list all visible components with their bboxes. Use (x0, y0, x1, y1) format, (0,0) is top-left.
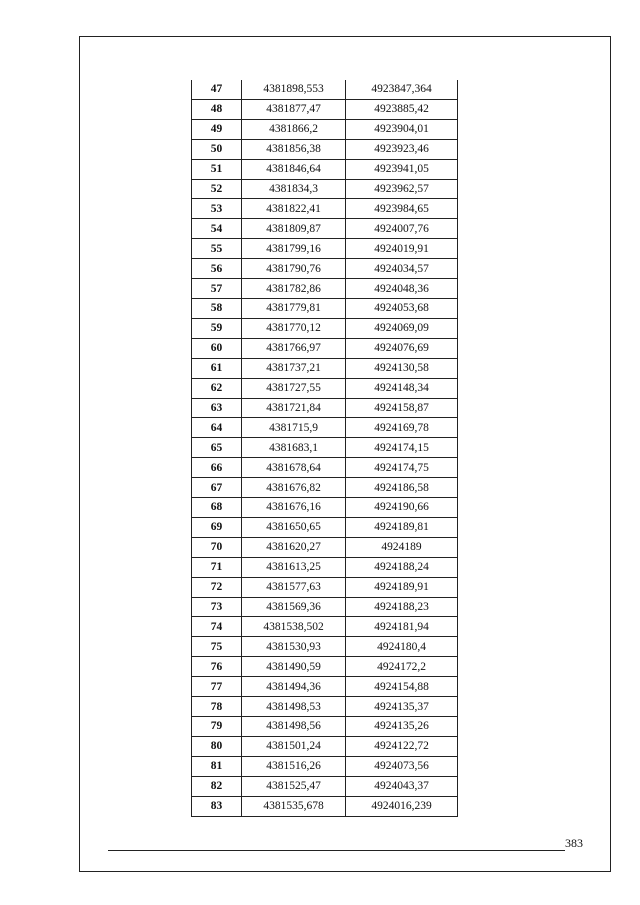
y-coordinate-cell: 4923885,42 (346, 99, 458, 119)
y-coordinate-cell: 4924154,88 (346, 677, 458, 697)
y-coordinate-cell: 4924073,56 (346, 756, 458, 776)
x-coordinate-cell: 4381877,47 (242, 99, 346, 119)
y-coordinate-cell: 4924188,23 (346, 597, 458, 617)
point-number-cell: 79 (192, 717, 242, 737)
point-number-cell: 59 (192, 318, 242, 338)
y-coordinate-cell: 4923847,364 (346, 80, 458, 99)
point-number-cell: 53 (192, 199, 242, 219)
point-number-cell: 82 (192, 776, 242, 796)
x-coordinate-cell: 4381683,1 (242, 438, 346, 458)
table-row (192, 358, 458, 378)
y-coordinate-cell: 4923984,65 (346, 199, 458, 219)
point-number-cell: 61 (192, 358, 242, 378)
coordinates-table-body (192, 80, 458, 816)
page-number: 383 (565, 836, 583, 850)
x-coordinate-cell: 4381846,64 (242, 159, 346, 179)
point-number-cell: 83 (192, 796, 242, 816)
y-coordinate-cell: 4924189,91 (346, 577, 458, 597)
x-coordinate-cell: 4381782,86 (242, 279, 346, 299)
x-coordinate-cell: 4381715,9 (242, 418, 346, 438)
x-coordinate-cell: 4381613,25 (242, 557, 346, 577)
y-coordinate-cell: 4924180,4 (346, 637, 458, 657)
x-coordinate-cell: 4381620,27 (242, 537, 346, 557)
x-coordinate-cell: 4381494,36 (242, 677, 346, 697)
table-row (192, 318, 458, 338)
point-number-cell: 68 (192, 498, 242, 518)
point-number-cell: 66 (192, 458, 242, 478)
x-coordinate-cell: 4381834,3 (242, 179, 346, 199)
x-coordinate-cell: 4381770,12 (242, 318, 346, 338)
y-coordinate-cell: 4923904,01 (346, 119, 458, 139)
table-row (192, 398, 458, 418)
point-number-cell: 50 (192, 139, 242, 159)
x-coordinate-cell: 4381538,502 (242, 617, 346, 637)
y-coordinate-cell: 4924130,58 (346, 358, 458, 378)
y-coordinate-cell: 4924189,81 (346, 517, 458, 537)
y-coordinate-cell: 4924190,66 (346, 498, 458, 518)
table-row (192, 577, 458, 597)
x-coordinate-cell: 4381856,38 (242, 139, 346, 159)
point-number-cell: 69 (192, 517, 242, 537)
point-number-cell: 58 (192, 298, 242, 318)
table-row (192, 517, 458, 537)
point-number-cell: 77 (192, 677, 242, 697)
point-number-cell: 76 (192, 657, 242, 677)
point-number-cell: 48 (192, 99, 242, 119)
table-row (192, 677, 458, 697)
table-row (192, 159, 458, 179)
point-number-cell: 67 (192, 478, 242, 498)
y-coordinate-cell: 4924172,2 (346, 657, 458, 677)
table-row (192, 736, 458, 756)
x-coordinate-cell: 4381898,553 (242, 80, 346, 99)
y-coordinate-cell: 4923962,57 (346, 179, 458, 199)
y-coordinate-cell: 4923941,05 (346, 159, 458, 179)
y-coordinate-cell: 4924174,75 (346, 458, 458, 478)
table-row (192, 557, 458, 577)
point-number-cell: 81 (192, 756, 242, 776)
y-coordinate-cell: 4924174,15 (346, 438, 458, 458)
x-coordinate-cell: 4381779,81 (242, 298, 346, 318)
x-coordinate-cell: 4381727,55 (242, 378, 346, 398)
point-number-cell: 70 (192, 537, 242, 557)
x-coordinate-cell: 4381501,24 (242, 736, 346, 756)
x-coordinate-cell: 4381866,2 (242, 119, 346, 139)
table-row (192, 537, 458, 557)
table-row (192, 478, 458, 498)
x-coordinate-cell: 4381822,41 (242, 199, 346, 219)
x-coordinate-cell: 4381676,82 (242, 478, 346, 498)
y-coordinate-cell: 4924181,94 (346, 617, 458, 637)
y-coordinate-cell: 4924188,24 (346, 557, 458, 577)
point-number-cell: 74 (192, 617, 242, 637)
y-coordinate-cell: 4924016,239 (346, 796, 458, 816)
x-coordinate-cell: 4381721,84 (242, 398, 346, 418)
table-row (192, 756, 458, 776)
point-number-cell: 75 (192, 637, 242, 657)
table-row (192, 99, 458, 119)
y-coordinate-cell: 4924186,58 (346, 478, 458, 498)
y-coordinate-cell: 4924053,68 (346, 298, 458, 318)
x-coordinate-cell: 4381530,93 (242, 637, 346, 657)
point-number-cell: 56 (192, 259, 242, 279)
table-row (192, 80, 458, 99)
point-number-cell: 78 (192, 697, 242, 717)
y-coordinate-cell: 4924007,76 (346, 219, 458, 239)
x-coordinate-cell: 4381577,63 (242, 577, 346, 597)
y-coordinate-cell: 4924048,36 (346, 279, 458, 299)
y-coordinate-cell: 4924135,37 (346, 697, 458, 717)
y-coordinate-cell: 4924076,69 (346, 338, 458, 358)
x-coordinate-cell: 4381535,678 (242, 796, 346, 816)
x-coordinate-cell: 4381498,53 (242, 697, 346, 717)
point-number-cell: 64 (192, 418, 242, 438)
table-row (192, 498, 458, 518)
x-coordinate-cell: 4381525,47 (242, 776, 346, 796)
point-number-cell: 62 (192, 378, 242, 398)
y-coordinate-cell: 4924034,57 (346, 259, 458, 279)
table-row (192, 119, 458, 139)
table-row (192, 438, 458, 458)
point-number-cell: 49 (192, 119, 242, 139)
table-row (192, 338, 458, 358)
y-coordinate-cell: 4924019,91 (346, 239, 458, 259)
x-coordinate-cell: 4381650,65 (242, 517, 346, 537)
x-coordinate-cell: 4381766,97 (242, 338, 346, 358)
x-coordinate-cell: 4381516,26 (242, 756, 346, 776)
x-coordinate-cell: 4381799,16 (242, 239, 346, 259)
y-coordinate-cell: 4924135,26 (346, 717, 458, 737)
point-number-cell: 52 (192, 179, 242, 199)
y-coordinate-cell: 4923923,46 (346, 139, 458, 159)
table-row (192, 657, 458, 677)
point-number-cell: 65 (192, 438, 242, 458)
table-row (192, 139, 458, 159)
x-coordinate-cell: 4381737,21 (242, 358, 346, 378)
y-coordinate-cell: 4924189 (346, 537, 458, 557)
point-number-cell: 51 (192, 159, 242, 179)
coordinates-table (191, 80, 458, 817)
y-coordinate-cell: 4924148,34 (346, 378, 458, 398)
point-number-cell: 71 (192, 557, 242, 577)
point-number-cell: 72 (192, 577, 242, 597)
x-coordinate-cell: 4381569,36 (242, 597, 346, 617)
table-row (192, 717, 458, 737)
table-row (192, 279, 458, 299)
point-number-cell: 60 (192, 338, 242, 358)
x-coordinate-cell: 4381678,64 (242, 458, 346, 478)
table-row (192, 259, 458, 279)
y-coordinate-cell: 4924158,87 (346, 398, 458, 418)
table-row (192, 418, 458, 438)
table-row (192, 239, 458, 259)
x-coordinate-cell: 4381498,56 (242, 717, 346, 737)
x-coordinate-cell: 4381809,87 (242, 219, 346, 239)
point-number-cell: 54 (192, 219, 242, 239)
table-row (192, 458, 458, 478)
table-row (192, 219, 458, 239)
point-number-cell: 73 (192, 597, 242, 617)
table-row (192, 378, 458, 398)
x-coordinate-cell: 4381790,76 (242, 259, 346, 279)
table-row (192, 796, 458, 816)
table-row (192, 298, 458, 318)
x-coordinate-cell: 4381490,59 (242, 657, 346, 677)
y-coordinate-cell: 4924043,37 (346, 776, 458, 796)
y-coordinate-cell: 4924122,72 (346, 736, 458, 756)
table-row (192, 179, 458, 199)
x-coordinate-cell: 4381676,16 (242, 498, 346, 518)
y-coordinate-cell: 4924069,09 (346, 318, 458, 338)
table-row (192, 597, 458, 617)
point-number-cell: 57 (192, 279, 242, 299)
point-number-cell: 47 (192, 80, 242, 99)
point-number-cell: 63 (192, 398, 242, 418)
table-row (192, 617, 458, 637)
point-number-cell: 55 (192, 239, 242, 259)
table-row (192, 697, 458, 717)
table-row (192, 776, 458, 796)
table-row (192, 199, 458, 219)
footer-rule (108, 850, 565, 851)
point-number-cell: 80 (192, 736, 242, 756)
table-row (192, 637, 458, 657)
y-coordinate-cell: 4924169,78 (346, 418, 458, 438)
